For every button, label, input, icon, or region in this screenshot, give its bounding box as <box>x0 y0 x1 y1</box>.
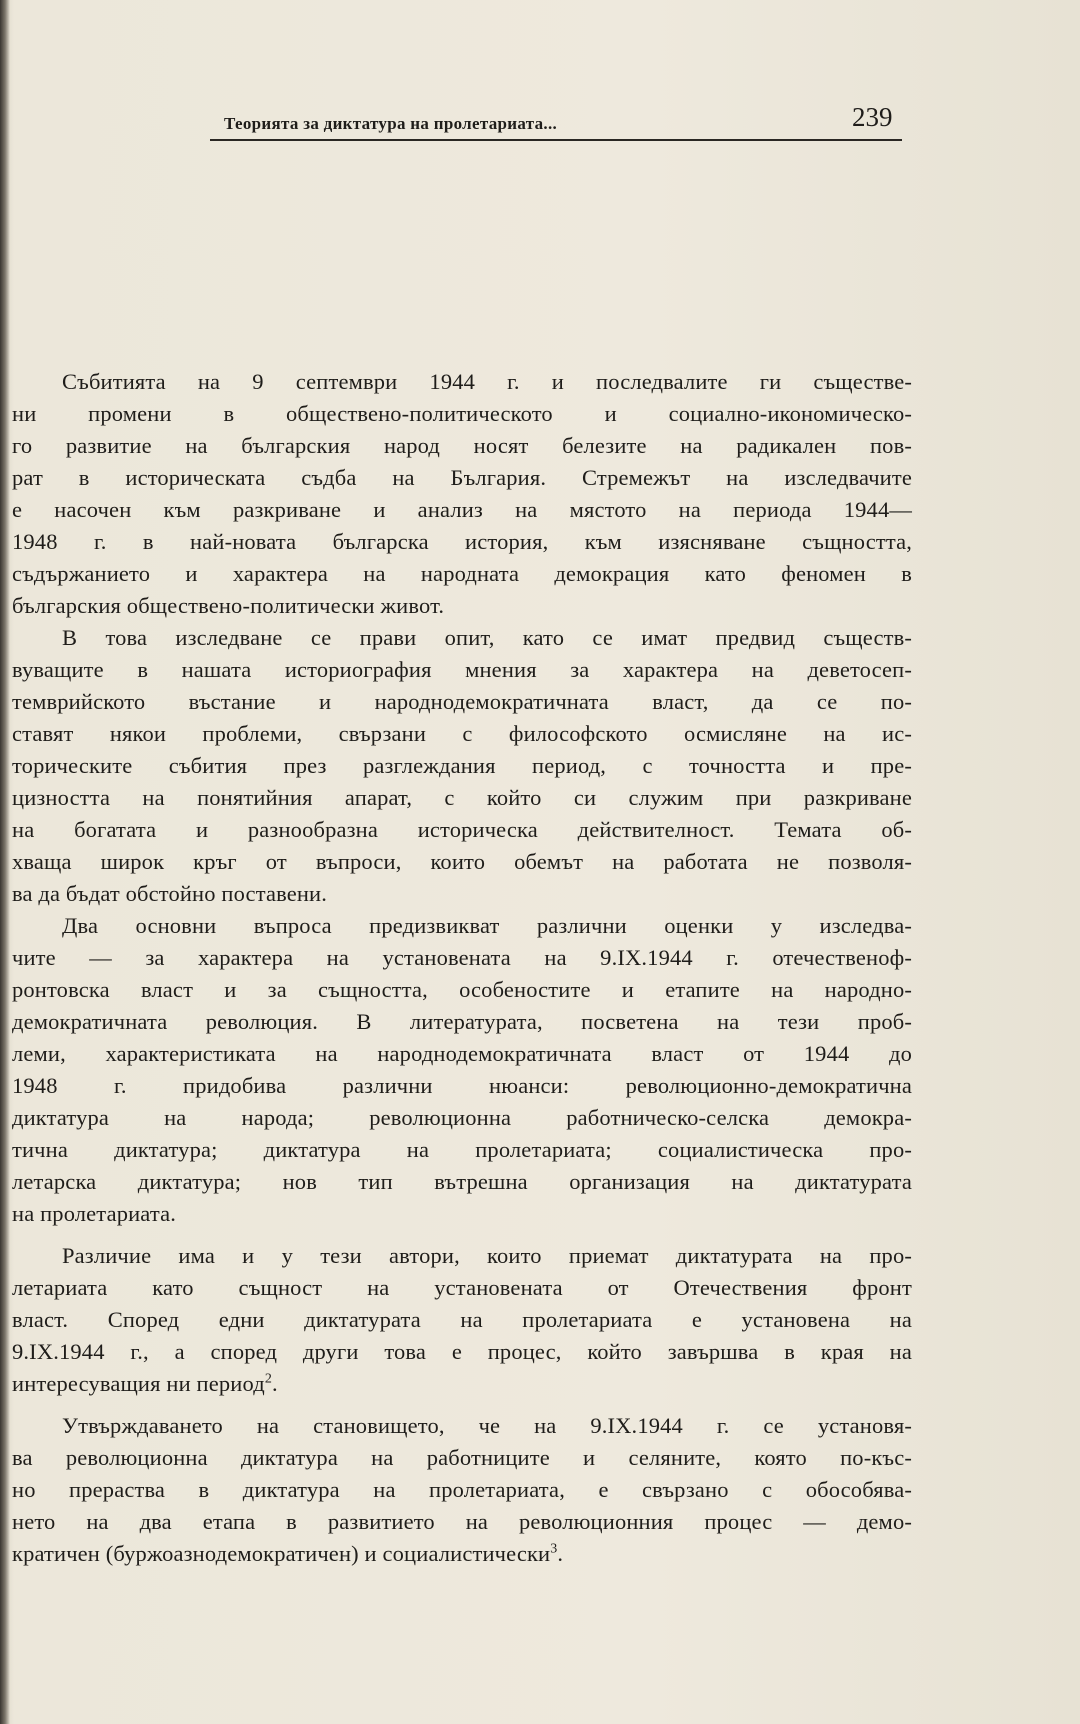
line-text: 1948 г. придобива различни нюанси: революционно-демократична <box>12 1073 912 1098</box>
text-line <box>12 590 912 622</box>
line-text: Утвърждаването на становището, че на 9.IX.1944 г. се установя- <box>62 1413 912 1438</box>
text-line <box>12 1410 912 1442</box>
header-rule <box>210 139 902 141</box>
line-text: нето на два етапа в развитието на революционния процес — демо- <box>12 1509 912 1534</box>
text-line <box>12 846 912 878</box>
text-line <box>12 1166 912 1198</box>
text-line <box>12 430 912 462</box>
text-line <box>12 1538 912 1570</box>
text-line <box>12 974 912 1006</box>
line-text: В това изследване се прави опит, като се имат предвид съществ- <box>62 625 912 650</box>
text-line <box>12 718 912 750</box>
text-line <box>12 398 912 430</box>
line-text: го развитие на българския народ носят белезите на радикален пов- <box>12 433 912 458</box>
text-line <box>12 1336 912 1368</box>
line-text: летарска диктатура; нов тип вътрешна организация на диктатурата <box>12 1169 912 1194</box>
text-line <box>12 558 912 590</box>
footnote-marker[interactable]: 2 <box>264 1371 272 1387</box>
line-text: Различие има и у тези автори, които приемат диктатурата на про- <box>62 1243 912 1268</box>
line-text: темврийското въстание и народнодемократичната власт, да се по- <box>12 689 912 714</box>
text-line <box>12 1102 912 1134</box>
line-text: вуващите в нашата историография мнения за характера на деветосеп- <box>12 657 912 682</box>
line-text: власт. Според едни диктатурата на пролетариата е установена на <box>12 1307 912 1332</box>
body-text <box>12 366 912 1570</box>
running-header <box>0 100 1080 140</box>
line-text: е насочен към разкриване и анализ на мястото на периода 1944— <box>12 497 912 522</box>
text-line <box>12 878 912 910</box>
text-line <box>12 750 912 782</box>
line-text: летариата като същност на установената от Отечествения фронт <box>12 1275 912 1300</box>
text-line <box>12 942 912 974</box>
line-text: 1948 г. в най-новата българска история, към изясняване същността, <box>12 529 912 554</box>
line-text: българския обществено-политически живот. <box>12 593 445 618</box>
line-text: Два основни въпроса предизвикват различни оценки у изследва- <box>62 913 912 938</box>
line-text: интересуващия ни период <box>12 1371 265 1396</box>
text-line <box>12 1368 912 1400</box>
line-text: тична диктатура; диктатура на пролетариата; социалистическа про- <box>12 1137 912 1162</box>
line-text: 9.IX.1944 г., а според други това е процес, който завършва в края на <box>12 1339 912 1364</box>
line-text: демократичната революция. В литературата, посветена на тези проб- <box>12 1009 912 1034</box>
text-line <box>12 1442 912 1474</box>
line-text: чите — за характера на установената на 9.IX.1944 г. отечественоф- <box>12 945 912 970</box>
text-line <box>12 654 912 686</box>
line-text: на богатата и разнообразна историческа действителност. Темата об- <box>12 817 912 842</box>
paragraph <box>12 366 912 622</box>
text-line <box>12 1272 912 1304</box>
line-text: на пролетариата. <box>12 1201 177 1226</box>
line-text: ва революционна диктатура на работниците и селяните, която по-къс- <box>12 1445 912 1470</box>
line-text: съдържанието и характера на народната демокрация като феномен в <box>12 561 912 586</box>
paragraph-gap <box>12 1400 912 1410</box>
line-text: цизността на понятийния апарат, с който си служим при разкриване <box>12 785 912 810</box>
paragraph <box>12 622 912 910</box>
text-line <box>12 1304 912 1336</box>
line-text: леми, характеристиката на народнодемократичната власт от 1944 до <box>12 1041 912 1066</box>
line-text: диктатура на народа; революционна работническо-селска демокра- <box>12 1105 912 1130</box>
text-line <box>12 462 912 494</box>
binding-shadow <box>0 0 10 1724</box>
line-text: хваща широк кръг от въпроси, които обемът на работата не позволя- <box>12 849 912 874</box>
footnote-tail: . <box>557 1541 564 1566</box>
text-line <box>12 366 912 398</box>
line-text: Събитията на 9 септември 1944 г. и последвалите ги съществе- <box>62 369 912 394</box>
line-text: ни промени в обществено-политическото и социално-икономическо- <box>12 401 912 426</box>
footnote-tail: . <box>271 1371 278 1396</box>
text-line <box>12 1070 912 1102</box>
text-line <box>12 1506 912 1538</box>
line-text: торическите събития през разглеждания период, с точността и пре- <box>12 753 912 778</box>
text-line <box>12 1240 912 1272</box>
paragraph <box>12 1240 912 1400</box>
line-text: ставят някои проблеми, свързани с философското осмисляне на ис- <box>12 721 912 746</box>
text-line <box>12 1134 912 1166</box>
page-number: 239 <box>852 102 893 132</box>
text-line <box>12 622 912 654</box>
line-text: кратичен (буржоазнодемократичен) и социалистически <box>12 1541 551 1566</box>
paragraph <box>12 910 912 1230</box>
text-line <box>12 494 912 526</box>
text-line <box>12 1474 912 1506</box>
running-title: Теорията за диктатура на пролетариата... <box>224 114 558 133</box>
text-line <box>12 814 912 846</box>
line-text: но прераства в диктатура на пролетариата, е свързано с обособява- <box>12 1477 912 1502</box>
text-line <box>12 782 912 814</box>
paragraph <box>12 1410 912 1570</box>
footnote-marker[interactable]: 3 <box>550 1541 558 1557</box>
paragraph-gap <box>12 1230 912 1240</box>
text-line <box>12 526 912 558</box>
text-line <box>12 1198 912 1230</box>
text-line <box>12 1038 912 1070</box>
text-line <box>12 686 912 718</box>
line-text: рат в историческата съдба на България. Стремежът на изследвачите <box>12 465 912 490</box>
line-text: ва да бъдат обстойно поставени. <box>12 881 328 906</box>
text-line <box>12 1006 912 1038</box>
text-line <box>12 910 912 942</box>
line-text: ронтовска власт и за същността, особеностите и етапите на народно- <box>12 977 912 1002</box>
